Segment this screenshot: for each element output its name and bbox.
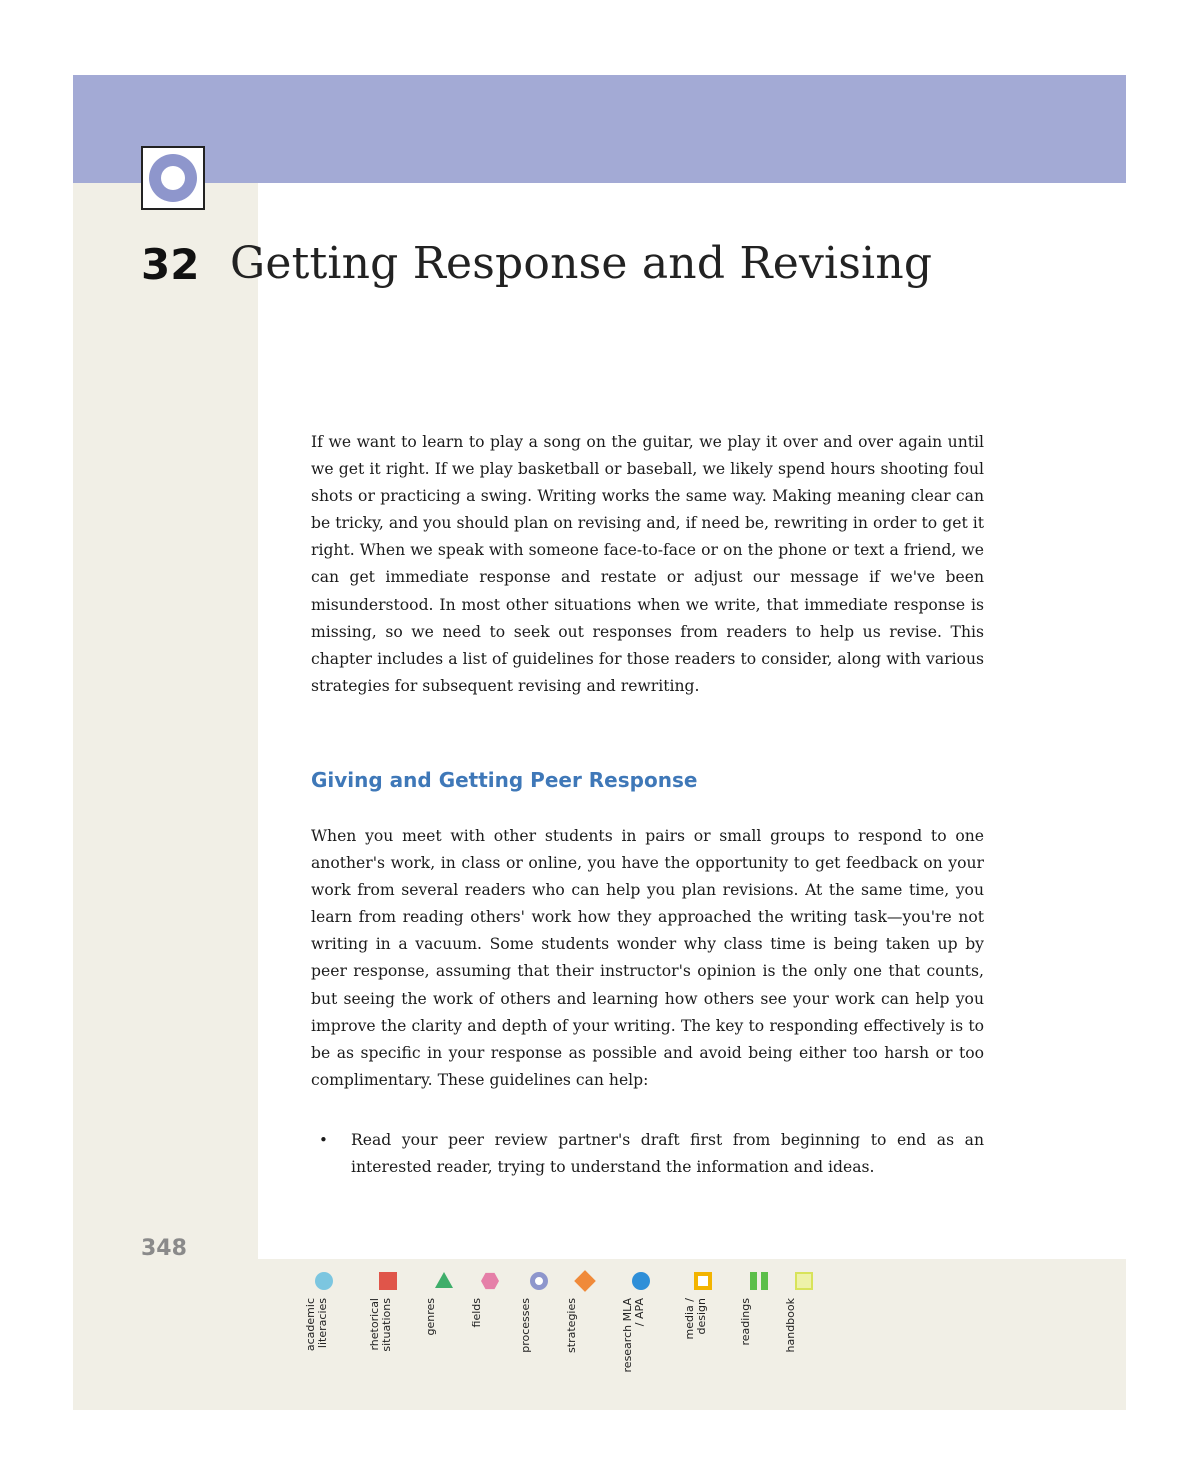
triangle-box-icon: [795, 1272, 813, 1290]
nav-label: academic literacies: [304, 1298, 329, 1352]
bullet-icon: •: [319, 1131, 328, 1149]
chapter-header-band: [73, 75, 1126, 183]
nav-rhetorical-situations[interactable]: [369, 1272, 409, 1382]
nav-media-design[interactable]: [684, 1272, 724, 1382]
processes-ring-icon: [141, 146, 205, 210]
bars-icon: [750, 1272, 768, 1290]
nav-label: readings: [739, 1298, 752, 1346]
triangle-icon: [435, 1272, 453, 1288]
nav-handbook[interactable]: [785, 1272, 825, 1382]
circle-icon: [632, 1272, 650, 1290]
nav-label: fields: [470, 1298, 483, 1328]
guidelines-list: [311, 1127, 984, 1181]
nav-processes[interactable]: [520, 1272, 560, 1382]
nav-label: strategies: [565, 1298, 578, 1353]
nav-label: research MLA / APA: [621, 1298, 646, 1373]
intro-paragraph: If we want to learn to play a song on the guitar, we play it over and over again until we get it right. If we play basketball or baseball, we likely spend hours shooting foul shots or practicing a swing. Writing works the same way. Making meaning clear can be tricky, and you should plan on revising and, if need be, rewriting in order to get it right. When we speak with someone face-to-face or on the phone or text a friend, we can get immediate response and restate or adjust our message if we've been misunderstood. In most other situations when we write, that immediate response is missing, so we need to seek out responses from readers to help us revise. This chapter includes a list of guidelines for those readers to consider, along with various strategies for subsequent revising and rewriting.: [311, 433, 984, 695]
nav-label: media / design: [683, 1298, 708, 1340]
nav-academic-literacies[interactable]: [305, 1272, 345, 1382]
hollow-square-icon: [694, 1272, 712, 1290]
section-heading: Giving and Getting Peer Response: [311, 768, 698, 792]
list-item: [311, 1127, 984, 1181]
content-panel: [258, 183, 1126, 1259]
nav-strategies[interactable]: [566, 1272, 606, 1382]
nav-label: genres: [424, 1298, 437, 1336]
diamond-icon: [574, 1270, 596, 1292]
nav-research[interactable]: [622, 1272, 662, 1382]
page-number: 348: [141, 1236, 187, 1261]
nav-genres[interactable]: [425, 1272, 465, 1382]
nav-label: processes: [519, 1298, 532, 1353]
nav-readings[interactable]: [740, 1272, 780, 1382]
nav-label: rhetorical situations: [368, 1298, 393, 1352]
nav-label: handbook: [784, 1298, 797, 1353]
list-item-text: Read your peer review partner's draft first from beginning to end as an interested reader, trying to understand the information and ideas.: [351, 1131, 984, 1177]
chapter-title: Getting Response and Revising: [230, 238, 933, 289]
ring-icon: [530, 1272, 548, 1290]
hexagon-icon: [481, 1272, 499, 1290]
nav-fields[interactable]: [471, 1272, 511, 1382]
circle-icon: [315, 1272, 333, 1290]
square-icon: [379, 1272, 397, 1290]
chapter-number: 32: [141, 240, 200, 289]
section-paragraph: When you meet with other students in pairs or small groups to respond to one another's work, in class or online, you have the opportunity to get feedback on your work from several readers who can help you plan revisions. At the same time, you learn from reading others' work how they approached the writing task—you're not writing in a vacuum. Some students wonder why class time is being taken up by peer response, assuming that their instructor's opinion is the only one that counts, but seeing the work of others and learning how others see your work can help you improve the clarity and depth of your writing. The key to responding effectively is to be as specific in your response as possible and avoid being either too harsh or too complimentary. These guidelines can help:: [311, 827, 984, 1089]
